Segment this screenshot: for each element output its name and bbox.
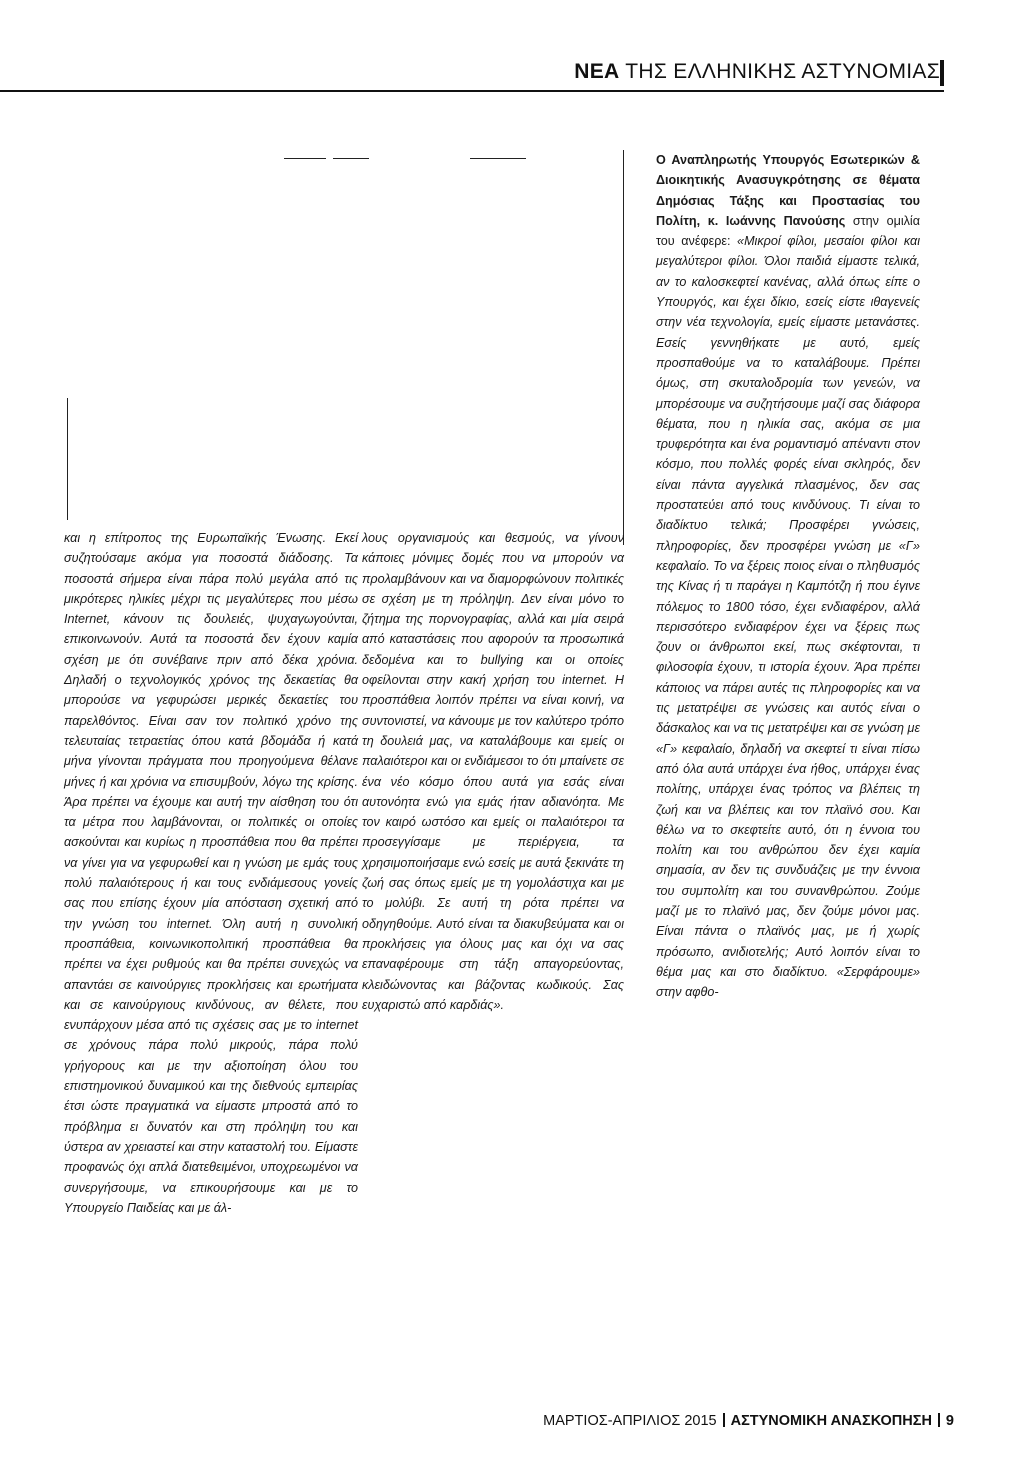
lede-intro: στην ομιλία του ανέφερε:: [656, 213, 921, 249]
footer-separator: [723, 1413, 725, 1427]
image-edge-vline: [67, 398, 68, 520]
article-column-2: [362, 528, 624, 1015]
section-header-bold: ΝΕΑ: [574, 60, 620, 83]
article-column-2-text: λους οργανισμούς και θεσμούς, να γίνουν κάποιες μόνιμες δομές που να μπορούν να προλαμβάνουν και να διαμορφώνουν πολιτικές σε σχέση με τη πρόληψη. Δεν είναι μόνο το ζήτημα της πορνογραφίας, αλλά και μία σειρά από καταστάσεις που αφορούν τα προσωπικά δεδομένα και το bullying και οι οποίες οφείλονται στην κακή χρήση του internet. Η προσπάθεια λοιπόν πρέπει να είναι κοινή, να συντονιστεί, να κάνουμε με τον καλύτερο τρόπο τη δουλειά μας, να καταλάβουμε και εμείς οι παλαιότεροι και οι ενδιάμεσοι το ότι μπαίνετε σε ένα νέο κόσμο όπου αυτά για εσάς είναι αυτονόητα ενώ για εμάς ήταν αδιανόητα. Με τον καιρό ωστόσο και εμείς οι παλαιότεροι τα προσεγγίσαμε με περιέργεια, τα χρησιμοποιήσαμε ενώ εσείς με αυτά ξεκινάτε τη ζωή σας όπως εμείς με τη γομολάστιχα και με το μολύβι. Σε αυτή τη ρότα πρέπει να οδηγηθούμε. Αυτό είναι τα διακυβεύματα και οι προκλήσεις για όλους μας και όχι να σας επαναφέρουμε στη τάξη απαγορεύοντας, κλειδώνοντας και βάζοντας κωδικούς. Σας ευχαριστώ από καρδιάς».: [362, 531, 624, 1012]
article-column-1-text: και η επίτροπος της Ευρωπαϊκής Ένωσης. Εκεί συζητούσαμε ακόμα για ποσοστά διάδοσης. Τα ποσοστά σήμερα είναι πάρα πολύ μεγάλα από τις μικρότερες ηλικίες μέχρι τις μεγαλύτερες που μέσω Internet, κάνουν τις δουλειές, ψυχαγωγούνται, επικοινωνούν. Αυτά τα ποσοστά δεν έχουν καμία σχέση με ότι συνέβαινε πριν από δέκα χρόνια. Δηλαδή ο τεχνολογικός χρόνος της δεκαετίας θα μπορούσε να γεφυρώσει μερικές δεκαετίες του παρελθόντος. Είναι σαν τον πολιτικό χρόνο της τελευταίας τετραετίας όπου κατά βδομάδα ή κατά μήνα γίνονται πράγματα που προηγούμενα θέλανε μήνες ή και χρόνια να επισυμβούν, λόγω της κρίσης. Άρα πρέπει να έχουμε και αυτή την αίσθηση του ότι τα μέτρα που λαμβάνονται, οι πολιτικές οι οποίες ασκούνται και κυρίως η προσπάθεια που θα πρέπει να γίνει για να γεφυρωθεί και η γνώση με εμάς τους πολύ παλαιότερους ή και τους ενδιάμεσους γονείς σας που επίσης έχουν μία απόσταση σχετική από την γνώση του internet. Όλη αυτή η συνολική προσπάθεια, κοινωνικοπολιτική προσπάθεια θα πρέπει να έχει ρυθμούς και θα πρέπει συνεχώς να απαντάει σε καινούργιες προκλήσεις και ερωτήματα και σε καινούργιους κινδύνους, αν θέλετε, που ενυπάρχουν μέσα από τις σχέσεις σας με το internet σε χρόνους πάρα πολύ μικρούς, πάρα πολύ γρήγορους και με την αξιοποίηση όλου του επιστημονικού δυναμικού και της διεθνούς εμπειρίας έτσι ώστε πραγματικά να είμαστε μπροστά από το πρόβλημα ει δυνατόν και στη πρόληψη του και ύστερα αν χρειαστεί και στην καταστολή του. Είμαστε προφανώς όχι απλά διατεθειμένοι, υποχρεωμένοι να συνεργήσουμε, να επικουρήσουμε και με το Υπουργείο Παιδείας και με άλ-: [64, 531, 358, 1215]
image-edge-line: [333, 158, 369, 159]
quote-text: «Μικροί φίλοι, μεσαίοι φίλοι και μεγαλύτεροι φίλοι. Όλοι παιδιά είμαστε τελικά, αν το καλοσκεφτεί κανένας, αλλά όπως είπε ο Υπουργός, και έχει δίκιο, εσείς είστε ιθαγενείς στην νέα τεχνολογία, εμείς είμαστε μετανάστες. Εσείς γεννηθήκατε με αυτό, εμείς προσπαθούμε να το καταλάβουμε. Πρέπει όμως, στη σκυταλοδρομία των γενεών, να μπορέσουμε να συζητήσουμε μαζί σας διάφορα θέματα, που η ηλικία σας, ακόμα σε μια τρυφερότητα και ένα ρομαντισμό απέναντι στον κόσμο, που πολλές φορές είναι σκληρός, δεν είναι πάντα αγγελικά πλασμένος, δεν σας προστατεύει από τους κινδύνους. Τι είναι το διαδίκτυο τελικά; Προσφέρει γνώσεις, πληροφορίες, δεν προσφέρει γνώση με «Γ» κεφαλαίο. Το να ξέρεις ποιος είναι ο πληθυσμός της Κίνας ή τι παράγει η Καμπότζη ή που έγινε πόλεμος το 1800 τόσο, έχει ενδιαφέρον, αλλά περισσότερο ενδιαφέρον έχει να ξέρεις πως ζουν οι άνθρωποι εκεί, πως σκέφτονται, τι φιλοσοφία έχουν, τι ιστορία έχουν. Άρα πρέπει κάποιος να πάρει αυτές τις πληροφορίες και να τις μετατρέψει σε γνώσεις και αυτός είναι ο δάσκαλος και να τις μετατρέψει και σε γνώση με «Γ» κεφαλαίο, δηλαδή να σκεφτεί τι είναι πίσω από όλα αυτά υπάρχει ένα ήθος, υπάρχει ένας πολίτης, υπάρχει ένας τρόπος να βλέπεις τη ζωή και να βλέπεις και τον πλαϊνό σου. Και θέλω να το σκεφτείτε αυτό, ότι η έννοια του πολίτη και του ανθρώπου δεν έχει καμία σημασία, αν δεν τις συνδυάζεις με την έννοια του συμπολίτη και του συνανθρώπου. Ζούμε μαζί με το πλαϊνό μας, δεν ζούμε μόνοι μας. Είναι πάντα ο πλαϊνός μας, με ή χωρίς πρόσωπο, ανιδιοτελής; Αυτό λοιπόν είναι το θέμα μας και στο διαδίκτυο. «Σερφάρουμε» στην αφθο-: [656, 234, 921, 1000]
issue-date: ΜΑΡΤΙΟΣ-ΑΠΡΙΛΙΟΣ 2015: [543, 1413, 717, 1429]
lede-name: Ιωάννης Πανούσης: [725, 213, 846, 228]
section-header-rest: ΤΗΣ ΕΛΛΗΝΙΚΗΣ ΑΣΤΥΝΟΜΙΑΣ: [625, 60, 940, 83]
image-edge-line: [284, 158, 326, 159]
image-edge-line: [470, 158, 526, 159]
article-column-3: [656, 150, 920, 1002]
header-rule: [0, 90, 944, 92]
section-header: [0, 60, 940, 84]
article-column-1: [64, 528, 358, 1218]
footer-separator: [938, 1413, 940, 1427]
magazine-name: ΑΣΤΥΝΟΜΙΚΗ ΑΝΑΣΚΟΠΗΣΗ: [730, 1413, 932, 1429]
page-footer: [0, 1413, 954, 1429]
header-bar: [940, 60, 944, 86]
article-column-3-text: [656, 150, 920, 1002]
page-number: 9: [945, 1413, 954, 1429]
column-divider: [623, 150, 624, 545]
lede-title: Ο Αναπληρωτής Υπουργός Εσωτερικών & Διοικητικής Ανασυγκρότησης σε θέματα Δημόσιας Τάξης και Προστασίας του Πολίτη, κ.: [656, 153, 920, 228]
